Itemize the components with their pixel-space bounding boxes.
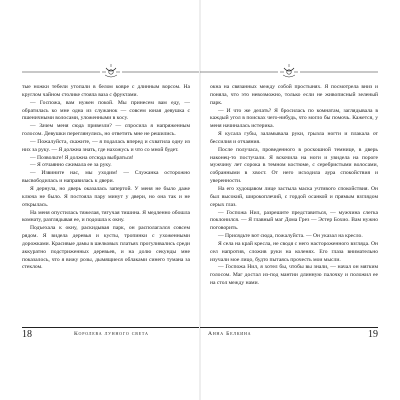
chapter-ornament-moon-icon bbox=[200, 62, 378, 82]
paragraph: — Зачем меня сюда привезли? — спросила я напряженным голосом. Девушки переглянулись, но ответить мне не решились. bbox=[22, 123, 190, 138]
paragraph: — Извините нас, мы уходим! — Служанка осторожно высвободилась и направилась к двери. bbox=[22, 170, 190, 185]
paragraph: После получаса, проведенного в роскошной темнице, в дверь наконец-то постучали. Я вскочила на ноги и увидела на пороге мужчину лет сорока в темном костюме, с серебристыми волосами, собранными в хвост. От него исходила аура спокойствия и уверенности. bbox=[210, 146, 378, 185]
running-head-author: Анна Белкина bbox=[208, 331, 252, 337]
right-page-footer bbox=[200, 327, 378, 342]
page-number: 18 bbox=[22, 329, 32, 340]
paragraph: окна на связанных между собой простынях. Я посмотрела вниз и поняла, что это невозможно, только если не живописный зеленый парк. bbox=[210, 84, 378, 106]
paragraph: Я села на край кресла, не сводя с него настороженного взгляда. Он сел напротив, сложив руки на коленях. Его глаза внимательно изучали мое лицо, будто пытаясь прочесть мои мысли. bbox=[210, 240, 378, 263]
paragraph: — Госпожа Нил, я хотел бы, чтобы вы знали, — начал он мягким голосом. Маг достал из-под мантии длинную палочку и положил ее на стол между нами. bbox=[210, 264, 378, 287]
paragraph: На меня опустилась тяжелая, тягучая тишина. Я медленно обошла комнату, разглядывая ее, и подошла к окну. bbox=[22, 209, 190, 224]
left-page-footer bbox=[22, 327, 200, 342]
paragraph: Я дернула, но дверь оказалась запертой. У меня не было даже ключа не было. Я постояла пару минут у двери, но она так и не открылась. bbox=[22, 185, 190, 208]
chapter-ornament-moon-icon bbox=[22, 62, 200, 82]
paragraph: — Госпожа Нил, разрешите представиться, — мужчина слегка поклонился. — Я главный маг Дома Грез — Эстер Бохио. Вам нужно поговорить. bbox=[210, 209, 378, 232]
running-head-book-title: Королева лунного света bbox=[74, 331, 149, 337]
paragraph: — Госпожа, вам нужен покой. Мы принесем вам еду, — обратилась ко мне одна из служанок — совсем юная девушка с пшеничными волосами, уложенными в косу. bbox=[22, 99, 190, 122]
paragraph: — И что же делать? Я бросилась по комнатам, заглядывала в каждый угол в поисках чего-нибудь, что могло бы помочь. Кажется, у меня начиналась истерика. bbox=[210, 107, 378, 130]
paragraph: — Присядьте вот сюда, пожалуйста. — Он указал на кресло. bbox=[218, 233, 363, 240]
right-page-text bbox=[210, 84, 378, 288]
paragraph: — Позвольте! Я должна отсюда выбраться! bbox=[30, 154, 134, 161]
left-page-text bbox=[22, 84, 190, 272]
paragraph: Я кусала губы, заламывала руки, грызла ногти и плакала от бессилия и отчаяния. bbox=[210, 131, 378, 145]
paragraph: тые ножки тебели утопали в белом ковре с длинным ворсом. На круглом чайном столике стояла ваза с фруктами. bbox=[22, 84, 190, 98]
paragraph: На его худощавом лице застыла маска учтивого спокойствия. Он был высокий, широкоплечий, с гордой осанкой и прямым взглядом серых глаз. bbox=[210, 185, 378, 208]
paragraph: — Я отчаянно сжимала ее за руку. bbox=[30, 162, 112, 169]
right-page bbox=[200, 0, 400, 400]
page-number: 19 bbox=[368, 329, 378, 340]
paragraph: Подъехала к окну, раскидывая парк, он располагался совсем рядом. Я видела деревья и кусты, тропинки с ухоженными дорожками. Красивые дамы в шелковых платьях прогуливались среди аккуратно подстриженных деревьев, и на долю секунды мне показалось, что я вижу розы, дымящиеся облаками синего тумана за стеклом. bbox=[22, 225, 190, 271]
paragraph: — Пожалуйста, скажите, — я подалась вперед и схватила одну из них за руку. — Я должна знать, где нахожусь и что со мной будет. bbox=[22, 138, 190, 153]
